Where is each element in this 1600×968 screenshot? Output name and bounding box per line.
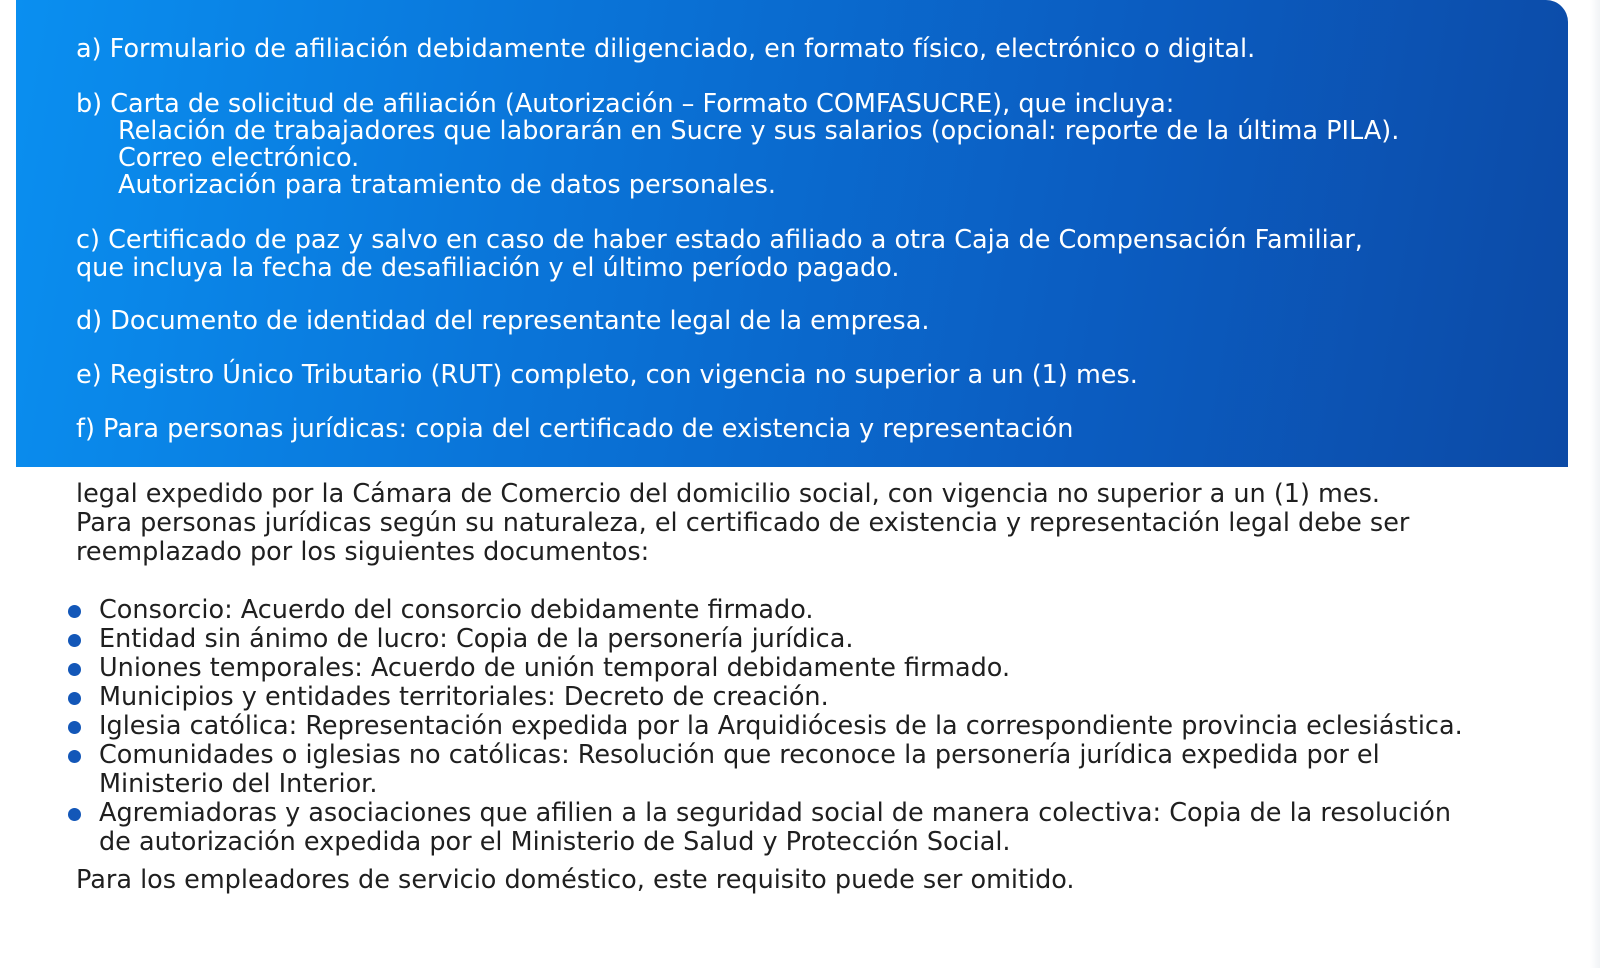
list-item-text: Iglesia católica: Representación expedida por la Arquidiócesis de la correspondiente provincia eclesiástica.: [99, 711, 1463, 741]
list-item-text: Uniones temporales: Acuerdo de unión temporal debidamente firmado.: [99, 653, 1011, 683]
bullet-icon: [68, 634, 81, 647]
requirement-b-item: Autorización para tratamiento de datos personales.: [118, 170, 776, 200]
bullet-icon: [68, 750, 81, 763]
footer-note: Para los empleadores de servicio doméstico, este requisito puede ser omitido.: [76, 865, 1075, 895]
list-item-text-cont: de autorización expedida por el Ministerio de Salud y Protección Social.: [99, 827, 1011, 857]
requirement-b-item: Relación de trabajadores que laborarán en Sucre y sus salarios (opcional: reporte de la última PILA).: [118, 116, 1400, 146]
list-item: [66, 799, 1463, 857]
requirement-b-title: b) Carta de solicitud de afiliación (Autorización – Formato COMFASUCRE), que incluya:: [76, 89, 1175, 119]
requirement-f: f) Para personas jurídicas: copia del certificado de existencia y representación: [76, 414, 1074, 444]
requirement-c-line: que incluya la fecha de desafiliación y el último período pagado.: [76, 253, 900, 283]
bullet-icon: [68, 692, 81, 705]
list-item: [66, 654, 1463, 683]
continuation-line: legal expedido por la Cámara de Comercio del domicilio social, con vigencia no superior a un (1) mes.: [76, 479, 1380, 509]
list-item-text: Consorcio: Acuerdo del consorcio debidamente firmado.: [99, 595, 814, 625]
continuation-line: Para personas jurídicas según su naturaleza, el certificado de existencia y representación legal debe ser: [76, 508, 1410, 538]
list-item-text: Agremiadoras y asociaciones que afilien a la seguridad social de manera colectiva: Copia de la resolución: [99, 798, 1452, 828]
list-item-text: Comunidades o iglesias no católicas: Resolución que reconoce la personería jurídica expedida por el: [99, 740, 1380, 770]
bullet-icon: [68, 605, 81, 618]
page-edge: [1590, 0, 1600, 968]
requirement-f-continuation: [76, 480, 1576, 567]
requirement-e: e) Registro Único Tributario (RUT) completo, con vigencia no superior a un (1) mes.: [76, 360, 1138, 390]
requirement-b: [76, 90, 1399, 199]
list-item: [66, 712, 1463, 741]
continuation-line: reemplazado por los siguientes documentos:: [76, 537, 650, 567]
bullet-icon: [68, 808, 81, 821]
requirement-b-item: Correo electrónico.: [118, 143, 360, 173]
requirement-a: a) Formulario de afiliación debidamente diligenciado, en formato físico, electrónico o digital.: [76, 34, 1256, 64]
bullet-icon: [68, 721, 81, 734]
list-item: [66, 741, 1463, 799]
requirement-c-line: c) Certificado de paz y salvo en caso de haber estado afiliado a otra Caja de Compensación Familiar,: [76, 225, 1363, 255]
bullet-icon: [68, 663, 81, 676]
requirement-c: [76, 226, 1363, 282]
list-item-text-cont: Ministerio del Interior.: [99, 769, 378, 799]
requirement-d: d) Documento de identidad del representante legal de la empresa.: [76, 306, 930, 336]
document-list: [66, 596, 1463, 857]
list-item: [66, 683, 1463, 712]
list-item-text: Municipios y entidades territoriales: Decreto de creación.: [99, 682, 829, 712]
list-item: [66, 625, 1463, 654]
list-item: [66, 596, 1463, 625]
list-item-text: Entidad sin ánimo de lucro: Copia de la personería jurídica.: [99, 624, 854, 654]
